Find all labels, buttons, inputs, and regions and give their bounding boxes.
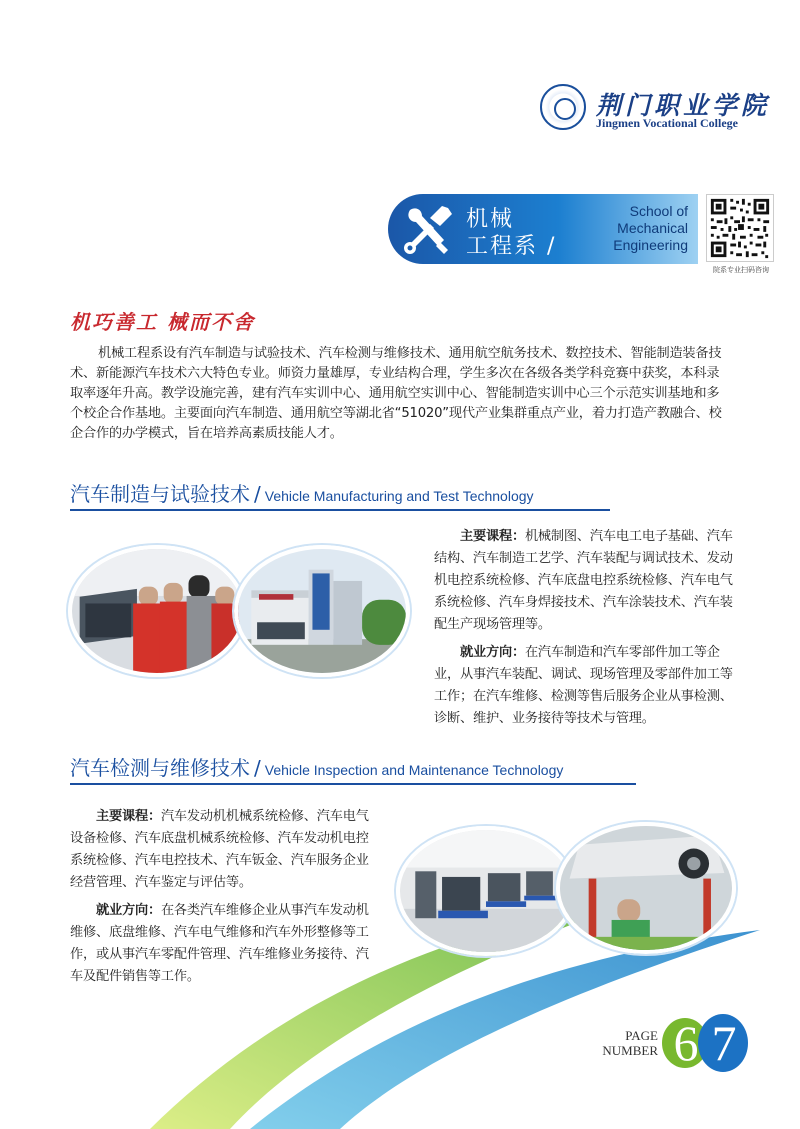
page-digit2: 7 <box>711 1015 737 1071</box>
department-banner <box>388 194 698 264</box>
section1-title-en: Vehicle Manufacturing and Test Technology <box>264 488 534 504</box>
section2-career-para <box>70 900 374 988</box>
car-lift-image <box>560 826 732 950</box>
section2-career: 在各类汽车维修企业从事汽车发动机维修、底盘维修、汽车电气维修和汽车外形整修等工作，或从事汽车零配件管理、汽车维修业务接待、汽车及配件销售等工作。 <box>70 903 369 984</box>
section1-career: 在汽车制造和汽车零部件加工等企业，从事汽车装配、调试、现场管理及零部件加工等工作；在汽车维修、检测等售后服务企业从事检测、诊断、维护、业务接待等技术与管理。 <box>434 645 733 726</box>
college-seal-icon <box>540 84 586 130</box>
section2-title-en: Vehicle Inspection and Maintenance Technology <box>264 762 564 778</box>
section1-career-para <box>434 642 740 730</box>
department-name-en: School of Mechanical Engineering <box>613 203 688 253</box>
college-logo <box>540 84 771 134</box>
photo-engine-workshop <box>396 826 576 956</box>
photo-students-training <box>68 545 246 677</box>
section2-courses-para <box>70 806 374 894</box>
wrench-screwdriver-icon <box>400 202 456 256</box>
section1-career-label: 就业方向： <box>460 645 525 660</box>
section2-heading <box>70 752 563 781</box>
page-digit1: 6 <box>673 1015 699 1071</box>
college-name-en: Jingmen Vocational College <box>596 116 739 130</box>
department-name-cn-line2: 工程系 / <box>466 234 557 259</box>
page-number-label <box>598 1028 658 1058</box>
section1-text <box>434 526 740 730</box>
qr-code[interactable] <box>706 194 774 262</box>
section2-underline <box>70 783 636 785</box>
section1-title-cn: 汽车制造与试验技术 <box>70 482 250 506</box>
slogan: 机巧善工 械而不舍 <box>70 310 255 334</box>
department-name-cn-line1: 机械 <box>466 207 515 232</box>
photo-car-lift <box>556 822 736 954</box>
section1-heading <box>70 478 534 507</box>
section2-title-cn: 汽车检测与维修技术 <box>70 756 250 780</box>
section2-courses-label: 主要课程： <box>96 809 161 824</box>
section2-courses: 汽车发动机机械系统检修、汽车电气设备检修、汽车底盘机械系统检修、汽车发动机电控系统检修、汽车电控技术、汽车钣金、汽车服务企业经营管理、汽车鉴定与评估等。 <box>70 809 369 890</box>
section1-courses-label: 主要课程： <box>460 529 525 544</box>
section2-slash: / <box>254 756 261 780</box>
page-number <box>662 1014 752 1074</box>
engine-workshop-image <box>400 830 572 952</box>
page-label-line2: NUMBER <box>602 1043 658 1058</box>
page-label-line1: PAGE <box>625 1028 658 1043</box>
students-training-image <box>72 549 242 673</box>
section2-text <box>70 806 374 988</box>
section2-career-label: 就业方向： <box>96 903 161 918</box>
section1-underline <box>70 509 610 511</box>
section1-slash: / <box>254 482 261 506</box>
qr-caption: 院系专业扫码咨询 <box>713 266 769 274</box>
college-name-cn: 荆门职业学院 <box>596 91 771 120</box>
training-building-image <box>238 549 406 673</box>
section1-courses-para <box>434 526 740 636</box>
intro-paragraph: 机械工程系设有汽车制造与试验技术、汽车检测与维修技术、通用航空航务技术、数控技术、智能制造装备技术、新能源汽车技术六大特色专业。师资力量雄厚，专业结构合理，学生多次在各级各类学科竞赛中获奖，本科录取率逐年升高。教学设施完善，建有汽车实训中心、通用航空实训中心、智能制造实训中心三个示范实训基地和多个校企合作基地。主要面向汽车制造、通用航空等湖北省“51020”现代产业集群重点产业，着力打造产教融合、校企合作的办学模式，旨在培养高素质技能人才。 <box>70 346 722 441</box>
photo-training-building <box>234 545 410 677</box>
section1-courses: 机械制图、汽车电工电子基础、汽车结构、汽车制造工艺学、汽车装配与调试技术、发动机电控系统检修、汽车底盘电控系统检修、汽车电气系统检修、汽车身焊接技术、汽车涂装技术、汽车装配生产现场管理等。 <box>434 529 733 632</box>
